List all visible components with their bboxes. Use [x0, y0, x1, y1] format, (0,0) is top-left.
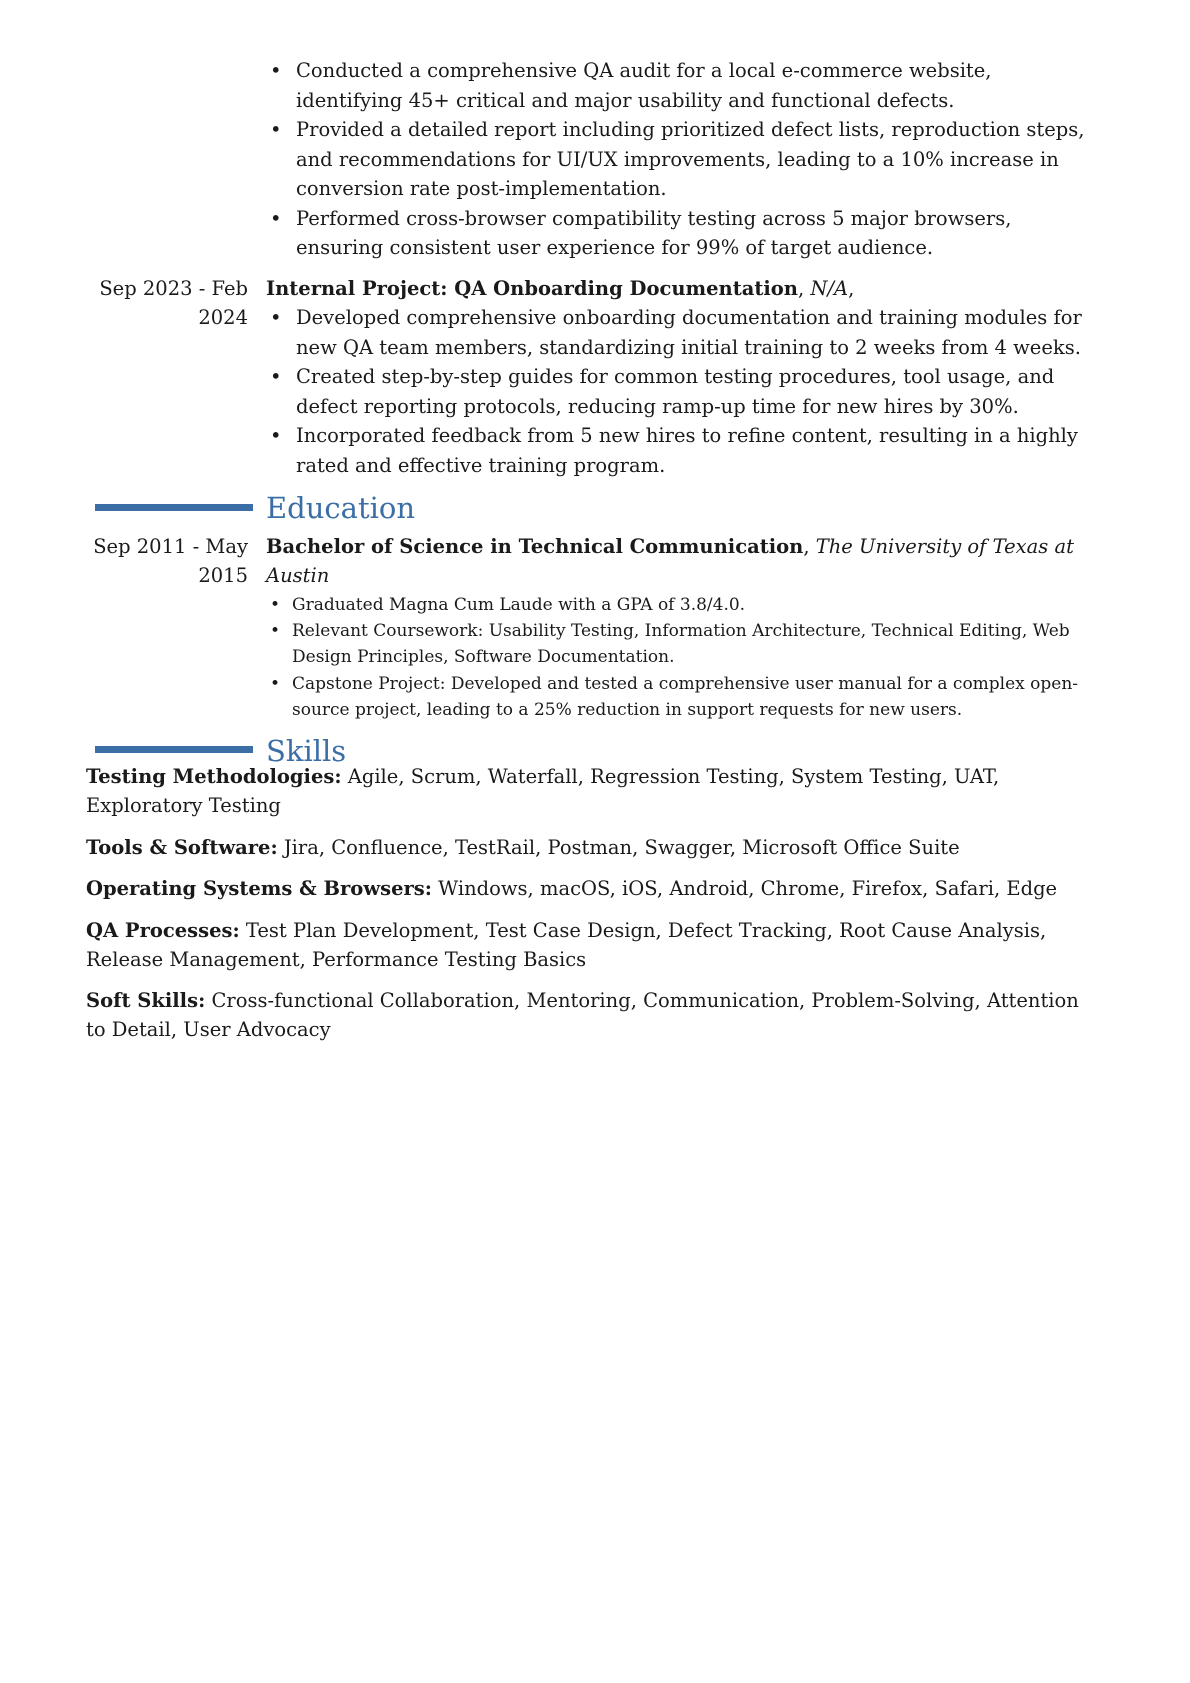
skill-row: [86, 986, 1096, 1044]
skill-label: Operating Systems & Browsers:: [86, 877, 432, 900]
skill-label: Testing Methodologies:: [86, 765, 342, 788]
date-start: Sep 2023 - Feb: [99, 277, 248, 300]
list-item: • Conducted a comprehensive QA audit for a local e-commerce website, identifying 45+ critical and major usability and functional defects.: [266, 56, 1096, 115]
date-start: Sep 2011 - May: [93, 535, 248, 558]
skills-list: [86, 762, 1096, 1057]
skill-value: Windows, macOS, iOS, Android, Chrome, Firefox, Safari, Edge: [438, 877, 1058, 900]
skill-value: Agile, Scrum, Waterfall, Regression Testing, System Testing, UAT, Exploratory Testing: [86, 765, 1000, 817]
skill-label: QA Processes:: [86, 918, 240, 942]
list-item: • Capstone Project: Developed and tested a comprehensive user manual for a complex open-source project, leading to a 25% reduction in support requests for new users.: [266, 671, 1096, 723]
skill-row: [86, 916, 1096, 974]
school: The University of Texas at Austin: [266, 535, 1074, 587]
education-date: [84, 532, 248, 590]
skill-row: [86, 762, 1096, 820]
skill-label: Tools & Software:: [86, 835, 278, 859]
list-item: • Provided a detailed report including prioritized defect lists, reproduction steps, and recommendations for UI/UX improvements, leading to a 10% increase in conversion rate post-implementation.: [266, 115, 1096, 204]
date-end: 2024: [198, 306, 248, 329]
skill-value: Test Plan Development, Test Case Design, Defect Tracking, Root Cause Analysis, Release Management, Performance Testing Basics: [86, 918, 1047, 971]
project-bullets: [266, 56, 1096, 263]
skill-row: [86, 833, 1096, 862]
date-end: 2015: [198, 564, 248, 587]
education-title-line: Bachelor of Science in Technical Communication, The University of Texas at Austin: [266, 535, 1074, 587]
list-item: • Graduated Magna Cum Laude with a GPA of 3.8/4.0.: [266, 592, 1096, 618]
project-date: [84, 274, 248, 332]
project-org: N/A: [810, 277, 849, 300]
education-bullets: [266, 592, 1096, 723]
skill-value: Jira, Confluence, TestRail, Postman, Swagger, Microsoft Office Suite: [283, 835, 960, 859]
section-accent-bar: [95, 504, 253, 511]
skill-value: Cross-functional Collaboration, Mentoring, Communication, Problem-Solving, Attention to Detail, User Advocacy: [86, 989, 1079, 1041]
section-title: Skills: [266, 734, 347, 768]
project-content: [266, 274, 1096, 480]
degree: Bachelor of Science in Technical Communication: [266, 535, 804, 558]
education-content: [266, 532, 1096, 723]
list-item: • Relevant Coursework: Usability Testing, Information Architecture, Technical Editing, Web Design Principles, Software Documentation.: [266, 618, 1096, 670]
project-bullets: [266, 303, 1096, 480]
list-item: • Created step-by-step guides for common testing procedures, tool usage, and defect reporting protocols, reducing ramp-up time for new hires by 30%.: [266, 362, 1096, 421]
list-item: • Developed comprehensive onboarding documentation and training modules for new QA team members, standardizing initial training to 2 weeks from 4 weeks.: [266, 303, 1096, 362]
project-content: [266, 56, 1096, 263]
project-title-line: Internal Project: QA Onboarding Documentation, N/A,: [266, 277, 855, 300]
section-accent-bar: [95, 746, 253, 753]
list-item: • Performed cross-browser compatibility testing across 5 major browsers, ensuring consistent user experience for 99% of target audience.: [266, 204, 1096, 263]
skill-row: [86, 874, 1096, 903]
education-section-header: [0, 490, 1190, 526]
list-item: • Incorporated feedback from 5 new hires to refine content, resulting in a highly rated and effective training program.: [266, 421, 1096, 480]
skill-label: Soft Skills:: [86, 989, 206, 1012]
project-title: Internal Project: QA Onboarding Documentation: [266, 277, 798, 300]
section-title: Education: [266, 491, 416, 525]
